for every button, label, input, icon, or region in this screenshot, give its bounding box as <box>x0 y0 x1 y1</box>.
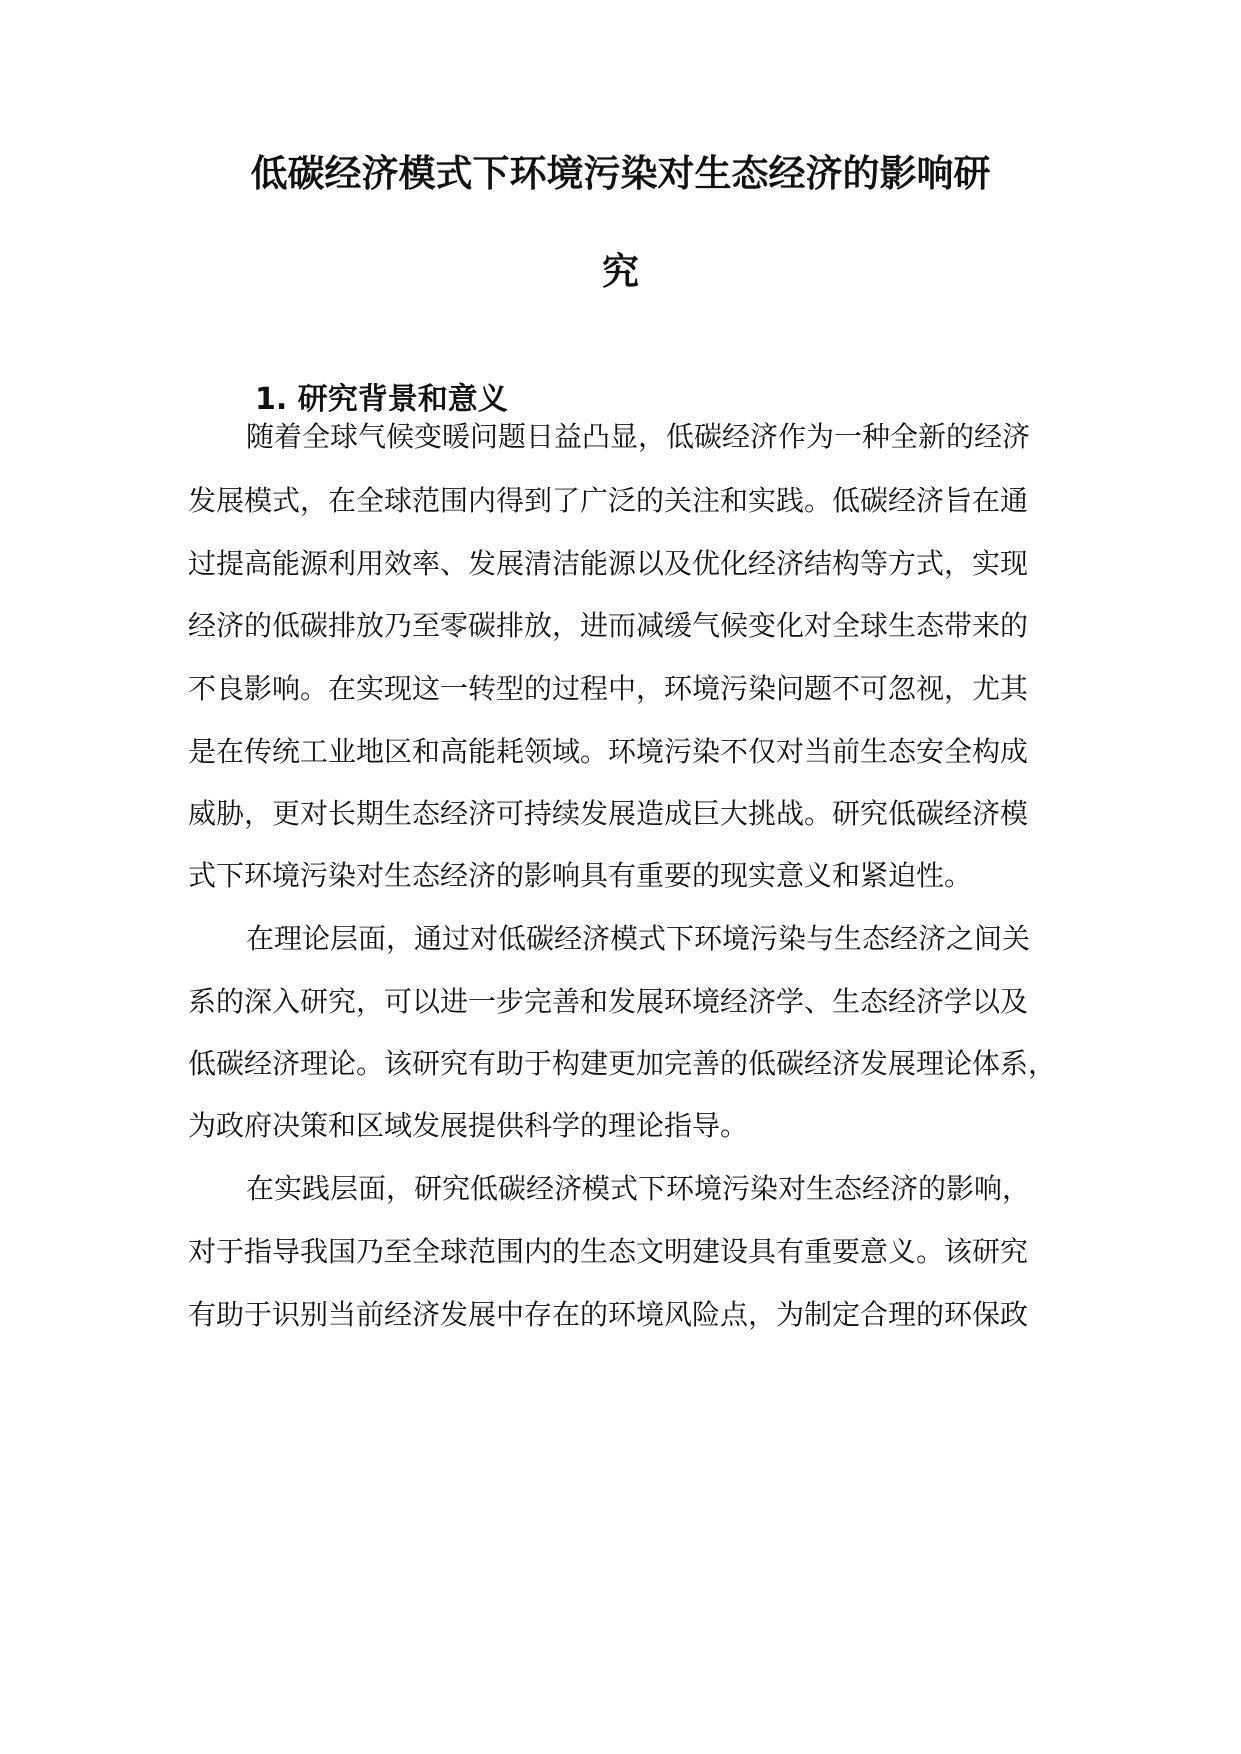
paragraph-1-line: 随着全球气候变暖问题日益凸显，低碳经济作为一种全新的经济 <box>246 420 1031 453</box>
paragraph-1-line: 发展模式，在全球范围内得到了广泛的关注和实践。低碳经济旨在通 <box>188 484 1029 517</box>
paragraph-2-line: 低碳经济理论。该研究有助于构建更加完善的低碳经济发展理论体系， <box>188 1047 1057 1080</box>
paragraph-1-line: 经济的低碳排放乃至零碳排放，进而减缓气候变化对全球生态带来的 <box>188 609 1029 642</box>
paragraph-2-line: 为政府决策和区域发展提供科学的理论指导。 <box>188 1109 749 1142</box>
paragraph-2-line: 系的深入研究，可以进一步完善和发展环境经济学、生态经济学以及 <box>188 985 1029 1018</box>
paragraph-1-line: 式下环境污染对生态经济的影响具有重要的现实意义和紧迫性。 <box>188 859 973 892</box>
paragraph-3-line: 在实践层面，研究低碳经济模式下环境污染对生态经济的影响， <box>246 1172 1031 1205</box>
paragraph-1-line: 威胁，更对长期生态经济可持续发展造成巨大挑战。研究低碳经济模 <box>188 797 1029 830</box>
paragraph-3-line: 有助于识别当前经济发展中存在的环境风险点，为制定合理的环保政 <box>188 1298 1029 1331</box>
section-heading: 1. 研究背景和意义 <box>255 382 508 417</box>
paragraph-3-line: 对于指导我国乃至全球范围内的生态文明建设具有重要意义。该研究 <box>188 1235 1029 1268</box>
paragraph-1-line: 过提高能源利用效率、发展清洁能源以及优化经济结构等方式，实现 <box>188 547 1029 580</box>
document-title-line-2: 究 <box>602 250 639 293</box>
document-title-line-1: 低碳经济模式下环境污染对生态经济的影响研 <box>250 152 991 195</box>
paragraph-1-line: 不良影响。在实现这一转型的过程中，环境污染问题不可忽视，尤其 <box>188 672 1029 705</box>
paragraph-2-line: 在理论层面，通过对低碳经济模式下环境污染与生态经济之间关 <box>246 922 1031 955</box>
paragraph-1-line: 是在传统工业地区和高能耗领域。环境污染不仅对当前生态安全构成 <box>188 735 1029 768</box>
